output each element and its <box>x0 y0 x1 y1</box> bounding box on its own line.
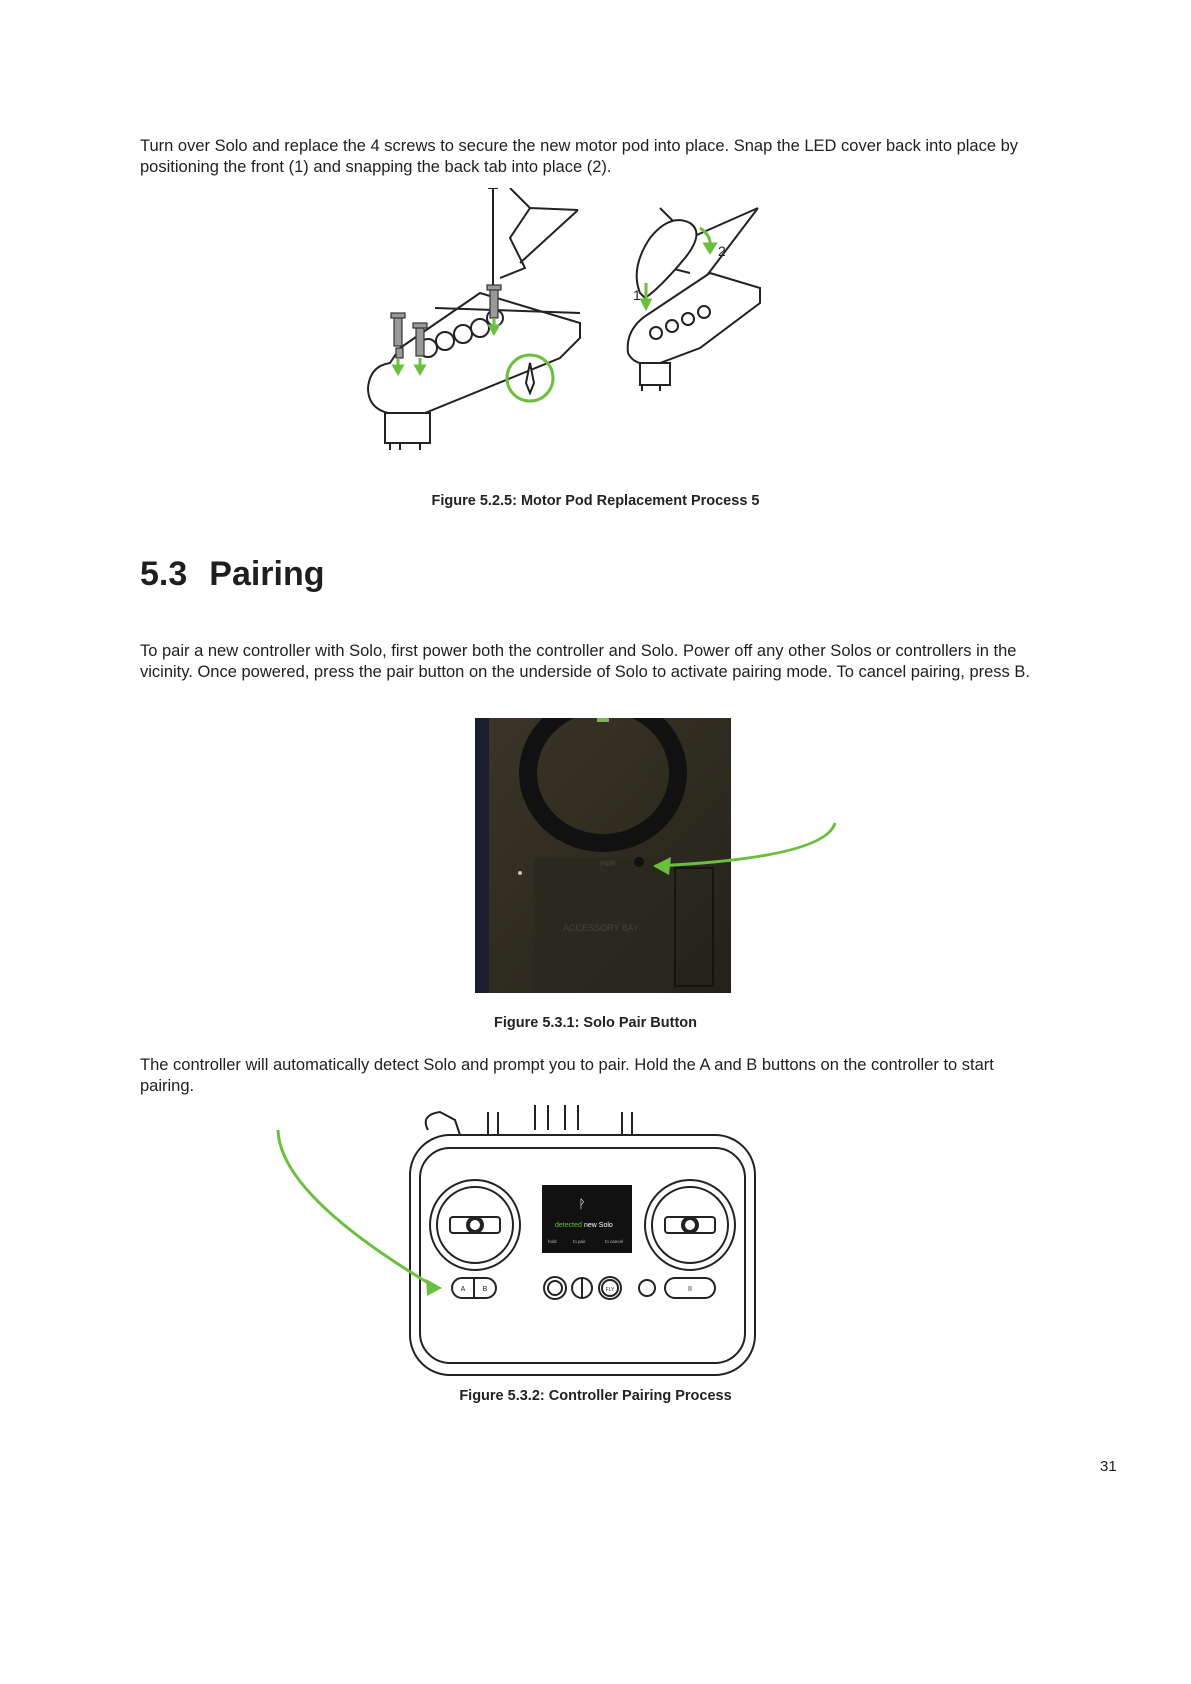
page-number: 31 <box>1100 1458 1117 1475</box>
motor-pod-figure <box>360 188 800 466</box>
screen-to-cancel: to cancel <box>605 1239 624 1244</box>
button-b-label: B <box>482 1286 488 1293</box>
accessory-bay-label: ACCESSORY BAY <box>563 923 640 933</box>
screwdriver-shaft <box>488 188 498 288</box>
screen-to-pair: to pair <box>573 1239 586 1244</box>
button-pause-label: II <box>688 1286 692 1293</box>
screen-new-solo: new Solo <box>584 1222 613 1229</box>
solo-pair-photo <box>475 718 850 993</box>
figure-525-caption: Figure 5.2.5: Motor Pod Replacement Process 5 <box>431 493 760 509</box>
pair-label: PAIR <box>600 861 616 868</box>
screen-detected: detected <box>555 1222 582 1229</box>
pairing-paragraph: To pair a new controller with Solo, first power both the controller and Solo. Power off any other Solos or controllers in the vicinity. Once powered, press the pair button on the underside of Solo to activate pairing mode. To cancel pairing, press B. <box>140 642 1030 681</box>
screen-hold: hold <box>548 1239 557 1244</box>
section-title: Pairing <box>209 555 325 593</box>
button-fly-label: FLY <box>605 1287 615 1293</box>
intro-paragraph: Turn over Solo and replace the 4 screws to secure the new motor pod into place. Snap the LED cover back into place by positioning the front (1) and snapping the back tab into place (2). <box>140 137 1019 176</box>
step1-label: 1 <box>633 287 641 303</box>
section-number: 5.3 <box>140 555 188 593</box>
figure-531-caption: Figure 5.3.1: Solo Pair Button <box>493 1015 698 1031</box>
figure-532-caption: Figure 5.3.2: Controller Pairing Process <box>459 1388 732 1404</box>
controller-figure <box>270 1100 770 1385</box>
solo-logo-glyph: ᚹ <box>578 1197 586 1211</box>
section-heading <box>140 555 325 594</box>
step2-label: 2 <box>718 243 726 259</box>
controller-paragraph: The controller will automatically detect Solo and prompt you to pair. Hold the A and B buttons on the controller to start pairing. <box>140 1056 994 1095</box>
button-a-label: A <box>460 1286 466 1293</box>
